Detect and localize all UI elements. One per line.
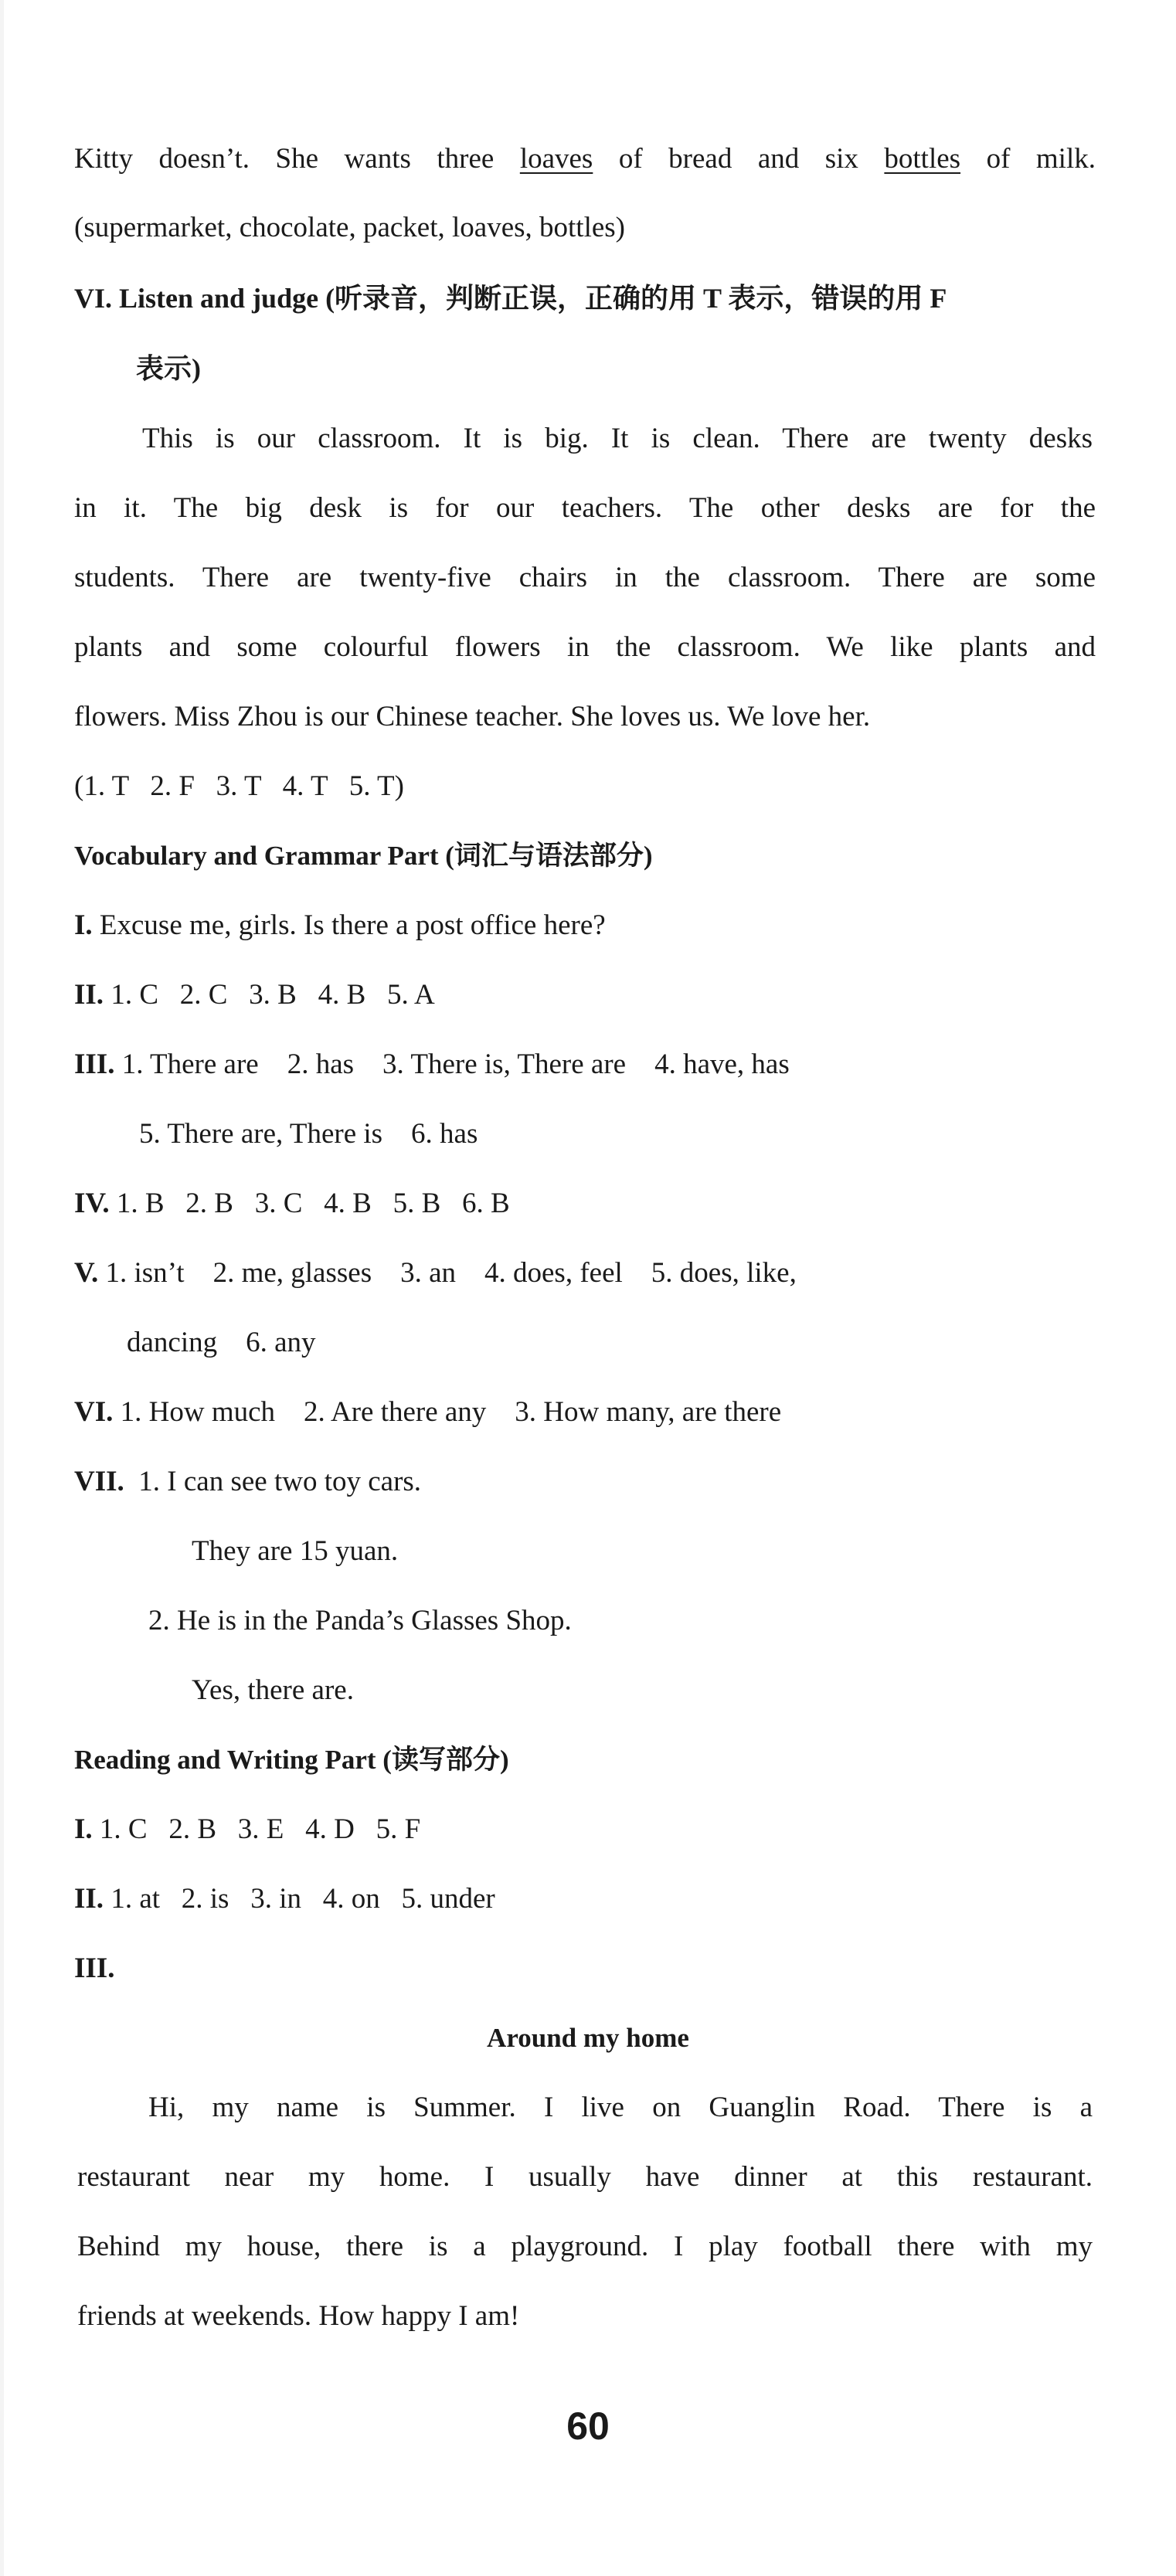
question-label: III. xyxy=(74,1048,115,1080)
part-heading: Reading and Writing Part (读写部分) xyxy=(74,1745,509,1775)
listening-text-line: in it. The big desk is for our teachers. The other desks are for the xyxy=(74,492,1096,524)
question-row xyxy=(74,1395,781,1429)
answer-text: 1. There are 2. has 3. There is, There are 4. have, has xyxy=(121,1048,790,1080)
essay-line: restaurant near my home. I usually have dinner at this restaurant. xyxy=(77,2161,1093,2193)
question-label: I. xyxy=(74,909,93,941)
question-label: II. xyxy=(74,1883,104,1915)
answer-underline: bottles xyxy=(884,143,961,175)
question-row xyxy=(74,1048,790,1082)
question-row xyxy=(74,1813,420,1847)
listening-text-line: This is our classroom. It is big. It is clean. There are twenty desks xyxy=(142,423,1093,454)
answer-text: They are 15 yuan. xyxy=(192,1535,399,1567)
essay-line: friends at weekends. How happy I am! xyxy=(77,2300,520,2332)
question-row xyxy=(74,1882,495,1916)
question-label: VII. xyxy=(74,1466,124,1497)
answer-text: 1. How much 2. Are there any 3. How many, are there xyxy=(120,1396,782,1428)
question-row xyxy=(74,1187,510,1221)
answers: (1. T 2. F 3. T 4. T 5. T) xyxy=(74,770,404,802)
question-label: I. xyxy=(74,1813,93,1845)
answer-text: 1. at 2. is 3. in 4. on 5. under xyxy=(110,1883,495,1915)
question-label: II. xyxy=(74,979,104,1011)
answer-text: 1. I can see two toy cars. xyxy=(138,1466,422,1497)
question-label: III. xyxy=(74,1952,115,1984)
question-row xyxy=(74,1465,421,1499)
essay-line: Hi, my name is Summer. I live on Guanglin Road. There is a xyxy=(148,2092,1093,2123)
essay-title: Around my home xyxy=(487,2023,689,2053)
question-label: IV. xyxy=(74,1188,110,1219)
question-row xyxy=(74,909,606,943)
answer-text: 1. C 2. B 3. E 4. D 5. F xyxy=(99,1813,421,1845)
answer-text: 5. There are, There is 6. has xyxy=(139,1118,478,1150)
answer-text: 2. He is in the Panda’s Glasses Shop. xyxy=(148,1605,572,1636)
listening-text-line: flowers. Miss Zhou is our Chinese teacher. She loves us. We love her. xyxy=(74,701,871,732)
word-bank: (supermarket, chocolate, packet, loaves, bottles) xyxy=(74,212,625,243)
scan-edge xyxy=(0,0,4,2576)
answer-underline: loaves xyxy=(519,143,593,175)
section-heading-cont: 表示) xyxy=(136,353,201,384)
question-label: V. xyxy=(74,1257,99,1289)
section-heading: VI. Listen and judge (听录音，判断正误，正确的用 T 表示，错误的用 F xyxy=(74,283,947,314)
question-row xyxy=(74,978,435,1012)
answer-text: Excuse me, girls. Is there a post office here? xyxy=(99,909,606,941)
question-row xyxy=(74,1256,797,1290)
answer-text: dancing 6. any xyxy=(127,1327,316,1358)
question-label: VI. xyxy=(74,1396,114,1428)
answer-text: 1. B 2. B 3. C 4. B 5. B 6. B xyxy=(116,1188,510,1219)
essay-line: Behind my house, there is a playground. I play football there with my xyxy=(77,2231,1093,2262)
text-line: Kitty doesn’t. She wants three loaves of bread and six bottles of milk. xyxy=(74,143,1096,175)
part-heading: Vocabulary and Grammar Part (词汇与语法部分) xyxy=(74,841,653,871)
listening-text-line: plants and some colourful flowers in the classroom. We like plants and xyxy=(74,631,1096,663)
page-number: 60 xyxy=(566,2404,610,2448)
answer-text: 1. isn’t 2. me, glasses 3. an 4. does, feel 5. does, like, xyxy=(105,1257,797,1289)
listening-text-line: students. There are twenty-five chairs in the classroom. There are some xyxy=(74,562,1096,593)
answer-text: Yes, there are. xyxy=(192,1674,354,1706)
answer-text: 1. C 2. C 3. B 4. B 5. A xyxy=(110,979,435,1011)
